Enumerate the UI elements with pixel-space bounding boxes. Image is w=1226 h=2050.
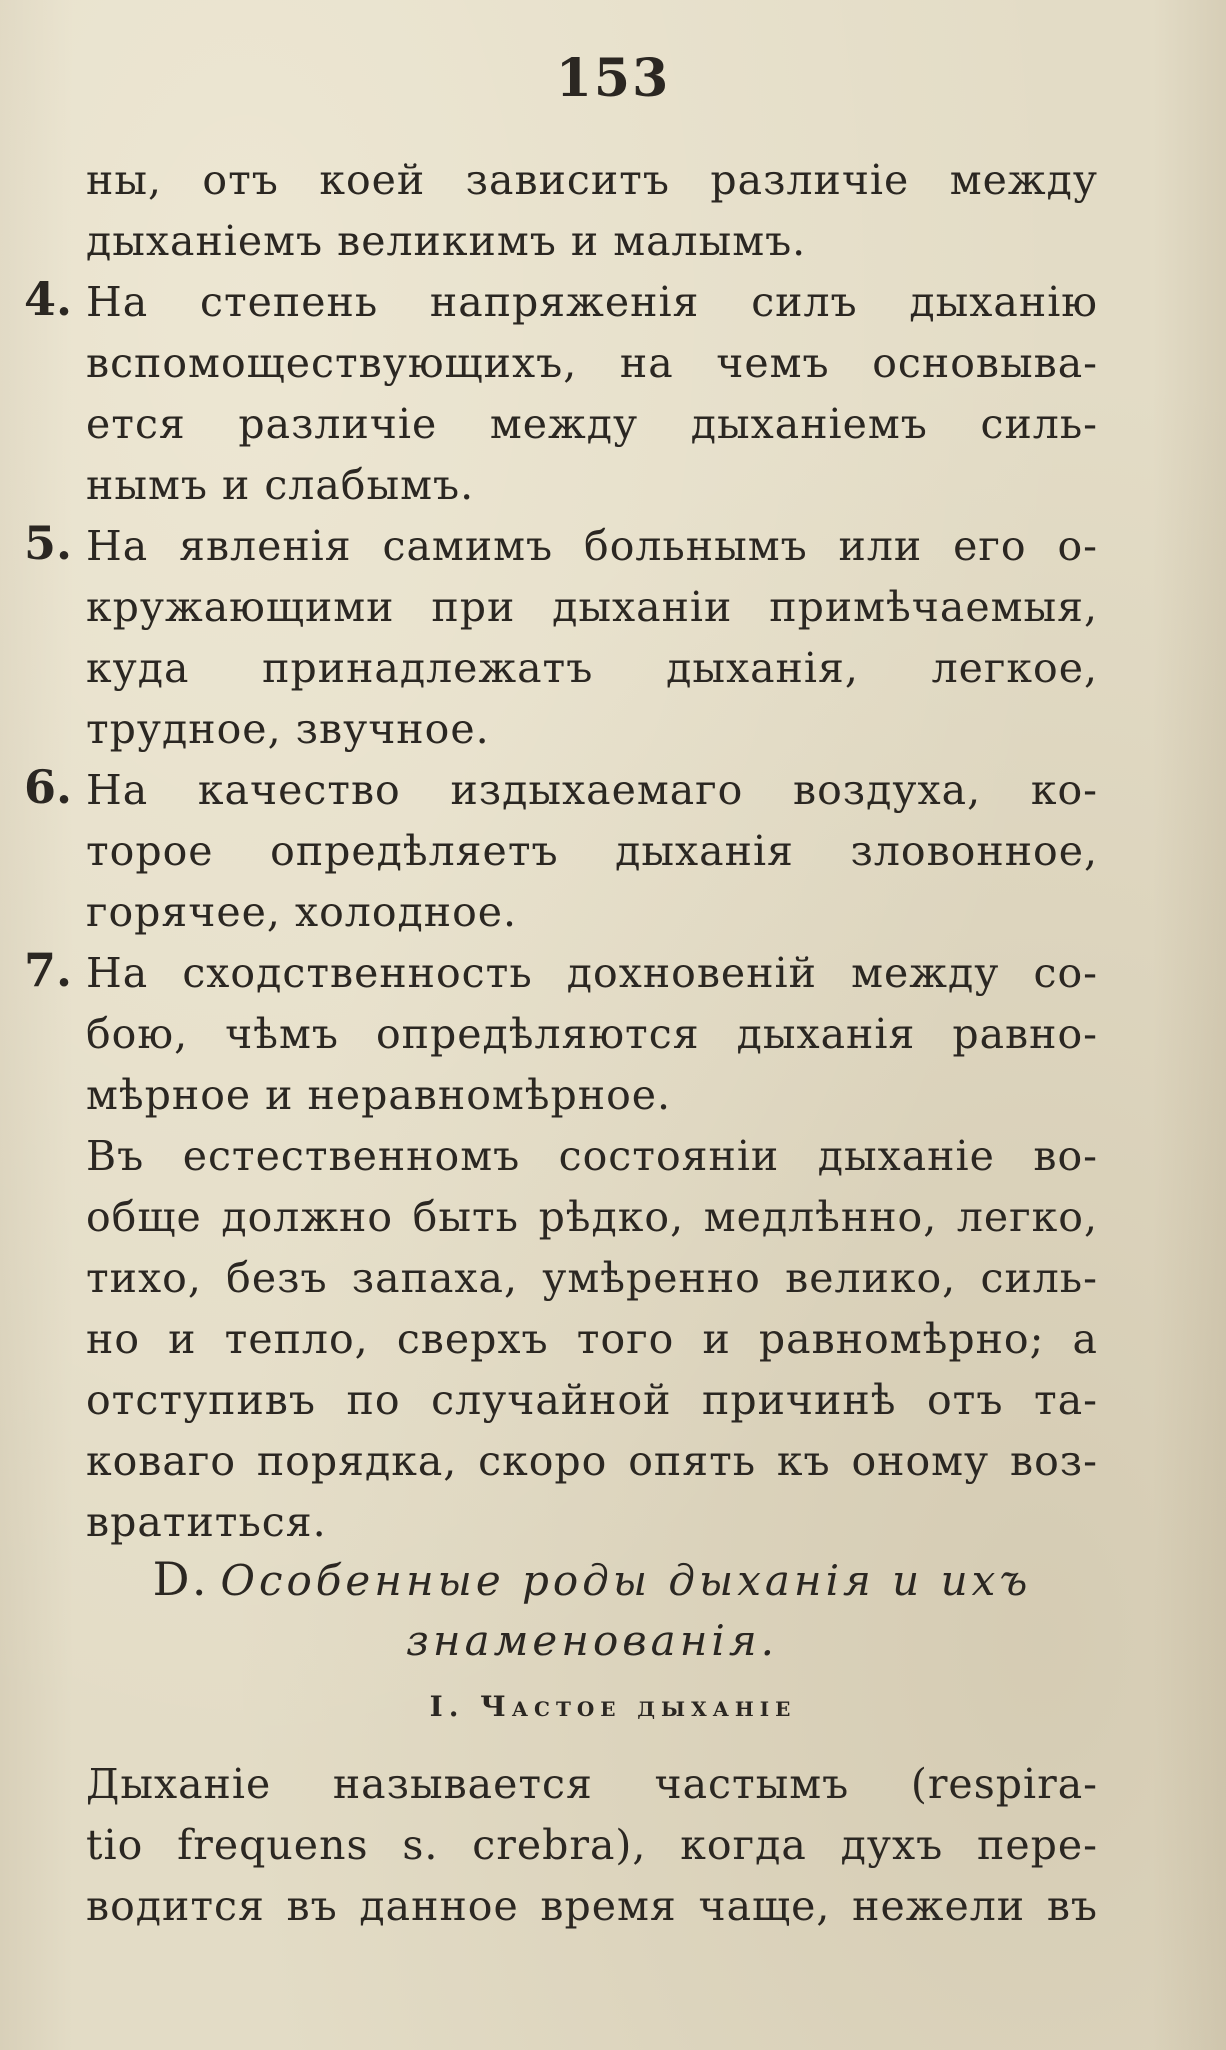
text-line: горячее, холодное. [86, 888, 518, 936]
text-line: На степень напряженія силъ дыханію [86, 278, 1098, 326]
item-number: 4. [24, 272, 73, 326]
text-line: вратиться. [86, 1498, 327, 1546]
item-number: 7. [24, 943, 73, 997]
text-line: ны, отъ коей зависитъ различіе между [86, 156, 1098, 204]
text-line: мѣрное и неравномѣрное. [86, 1071, 672, 1119]
item-number: 6. [24, 760, 73, 814]
list-item-7 [24, 943, 1098, 1126]
text-line: водится въ данное время чаще, нежели въ [86, 1882, 1098, 1930]
paragraph-respiration [86, 1754, 1098, 1937]
section-heading [86, 1548, 1098, 1672]
text-line: куда принадлежатъ дыханія, легкое, [86, 644, 1098, 692]
text-line: tio frequens s. crebra), когда духъ пере- [86, 1821, 1098, 1869]
text-line: обще должно быть рѣдко, медлѣнно, легко, [86, 1193, 1098, 1241]
text-line: На качество издыхаемаго воздуха, ко- [86, 766, 1098, 814]
text-line: тихо, безъ запаха, умѣренно велико, силь- [86, 1254, 1098, 1302]
text-line: но и тепло, сверхъ того и равномѣрно; а [86, 1315, 1098, 1363]
text-line: ется различіе между дыханіемъ силь- [86, 400, 1098, 448]
list-item-4 [24, 272, 1098, 516]
text-line: бою, чѣмъ опредѣляются дыханія равно- [86, 1010, 1098, 1058]
text-line: вспомоществующихъ, на чемъ основыва- [86, 339, 1098, 387]
text-line: На явленія самимъ больнымъ или его о- [86, 522, 1098, 570]
section-letter: D. [152, 1552, 211, 1606]
text-line: трудное, звучное. [86, 705, 490, 753]
main-text [24, 150, 1098, 1553]
text-line: дыханіемъ великимъ и малымъ. [86, 217, 807, 265]
text-line: отступивъ по случайной причинѣ отъ та- [86, 1376, 1098, 1424]
subsection-heading: I. Частое дыханіе [429, 1690, 797, 1723]
text-line: Дыханіе называется частымъ (respira- [86, 1760, 1098, 1808]
item-number: 5. [24, 516, 73, 570]
section-title-line2: знаменованія. [406, 1616, 778, 1665]
text-line: коваго порядка, скоро опять къ оному воз- [86, 1437, 1098, 1485]
list-item-6 [24, 760, 1098, 943]
text-line: нымъ и слабымъ. [86, 461, 475, 509]
text-line: кружающими при дыханіи примѣчаемыя, [86, 583, 1098, 631]
section-title-line1: Особенные роды дыханія и ихъ [220, 1556, 1032, 1605]
page-number: 153 [555, 48, 671, 109]
text-line: торое опредѣляетъ дыханія зловонное, [86, 827, 1098, 875]
list-item-5 [24, 516, 1098, 760]
text-line: Въ естественномъ состояніи дыханіе во- [86, 1132, 1098, 1180]
text-line: На сходственность дохновеній между со- [86, 949, 1098, 997]
